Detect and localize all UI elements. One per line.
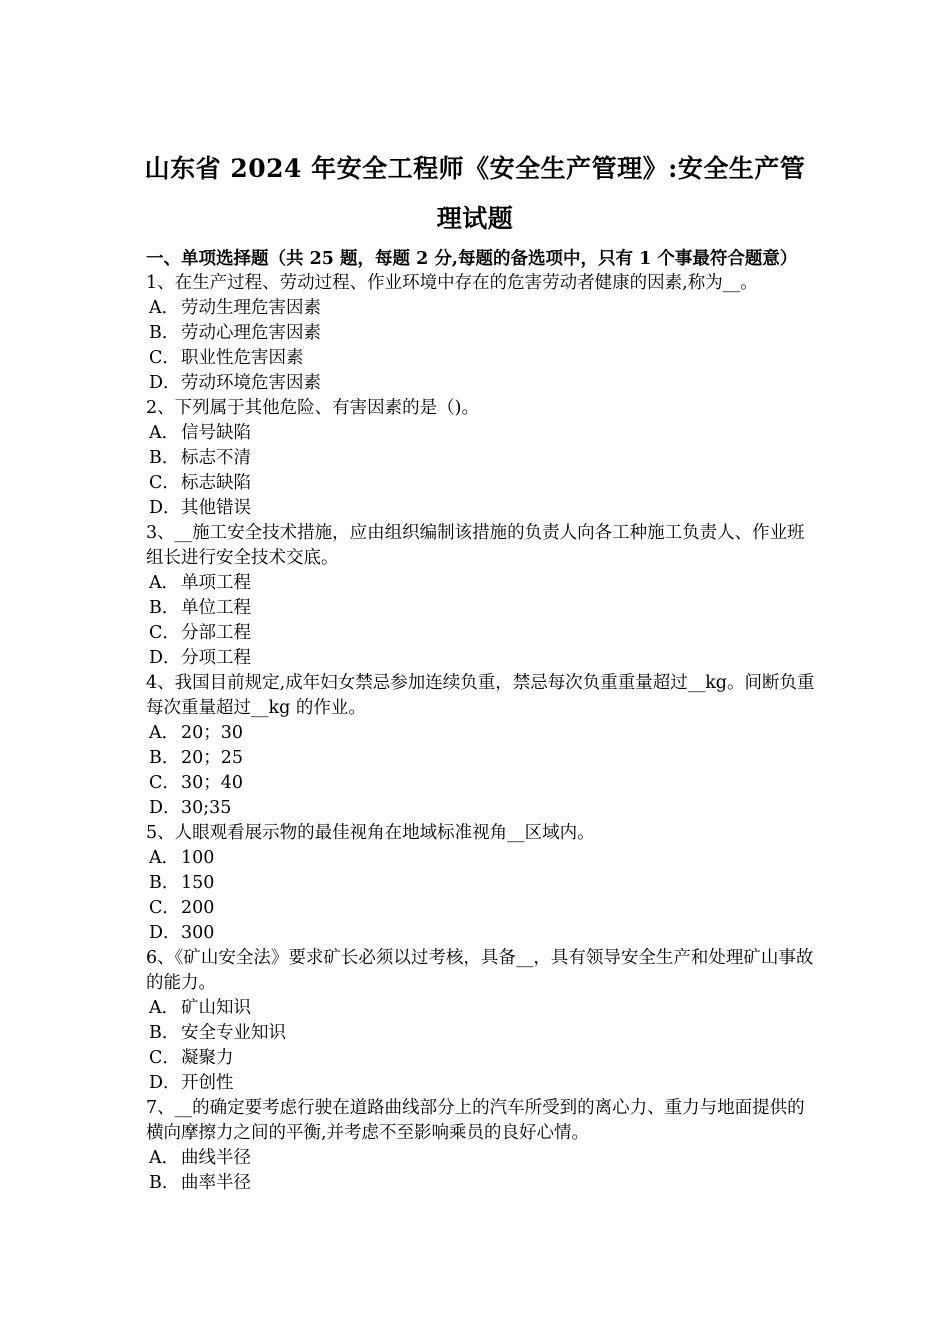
option-a	[146, 296, 818, 321]
option-text: 100	[181, 848, 215, 868]
section-heading: 一、单项选择题（共 25 题，每题 2 分,每题的备选项中，只有 1 个事最符合题意）	[146, 249, 798, 269]
option-a	[146, 721, 818, 746]
option-letter: A．	[149, 1148, 180, 1168]
option-text: 单位工程	[181, 598, 251, 618]
option-d	[146, 371, 818, 396]
option-letter: D．	[149, 798, 181, 818]
question-stem: 6、《矿山安全法》要求矿长必须以过考核，具备__，具有领导安全生产和处理矿山事故的能力。	[146, 948, 814, 993]
option-a	[146, 1146, 818, 1171]
question-stem: 1、在生产过程、劳动过程、作业环境中存在的危害劳动者健康的因素,称为__。	[146, 273, 758, 293]
option-c	[146, 471, 818, 496]
option-letter: C．	[149, 1048, 180, 1068]
option-letter: A．	[149, 573, 180, 593]
option-text: 曲线半径	[181, 1148, 251, 1168]
option-text: 信号缺陷	[181, 423, 251, 443]
question-2	[146, 396, 818, 521]
option-letter: A．	[149, 423, 180, 443]
option-letter: C．	[149, 623, 180, 643]
option-a	[146, 571, 818, 596]
question-stem: 5、人眼观看展示物的最佳视角在地域标准视角__区域内。	[146, 823, 595, 843]
option-letter: B．	[149, 598, 180, 618]
option-letter: B．	[149, 1173, 180, 1193]
option-b	[146, 321, 818, 346]
option-text: 劳动生理危害因素	[181, 298, 321, 318]
option-letter: D．	[149, 373, 181, 393]
option-letter: D．	[149, 923, 181, 943]
option-c	[146, 621, 818, 646]
question-stem: 7、__的确定要考虑行驶在道路曲线部分上的汽车所受到的离心力、重力与地面提供的横向摩擦力之间的平衡,并考虑不至影响乘员的良好心情。	[146, 1098, 805, 1143]
option-text: 20；30	[181, 723, 244, 743]
option-letter: A．	[149, 998, 180, 1018]
option-text: 职业性危害因素	[181, 348, 304, 368]
option-a	[146, 996, 818, 1021]
option-text: 开创性	[181, 1073, 234, 1093]
option-letter: A．	[149, 723, 180, 743]
option-b	[146, 1021, 818, 1046]
option-text: 曲率半径	[181, 1173, 251, 1193]
option-letter: B．	[149, 448, 180, 468]
option-text: 其他错误	[181, 498, 251, 518]
option-c	[146, 896, 818, 921]
option-b	[146, 746, 818, 771]
option-letter: A．	[149, 298, 180, 318]
option-letter: D．	[149, 648, 181, 668]
option-c	[146, 771, 818, 796]
question-4	[146, 671, 818, 821]
option-text: 劳动环境危害因素	[181, 373, 321, 393]
option-d	[146, 646, 818, 671]
option-text: 单项工程	[181, 573, 251, 593]
question-stem: 3、__施工安全技术措施，应由组织编制该措施的负责人向各工种施工负责人、作业班组长进行安全技术交底。	[146, 523, 805, 568]
option-text: 150	[181, 873, 215, 893]
option-a	[146, 421, 818, 446]
option-text: 30；40	[181, 773, 244, 793]
option-text: 20；25	[181, 748, 244, 768]
option-letter: C．	[149, 773, 180, 793]
option-text: 分项工程	[181, 648, 251, 668]
option-letter: C．	[149, 473, 180, 493]
option-d	[146, 921, 818, 946]
option-text: 200	[181, 898, 215, 918]
question-6	[146, 946, 818, 1096]
option-d	[146, 796, 818, 821]
question-7	[146, 1096, 818, 1196]
option-text: 凝聚力	[181, 1048, 234, 1068]
option-a	[146, 846, 818, 871]
question-stem: 2、下列属于其他危险、有害因素的是（)。	[146, 398, 479, 418]
option-letter: D．	[149, 1073, 181, 1093]
option-d	[146, 496, 818, 521]
question-3	[146, 521, 818, 671]
option-c	[146, 1046, 818, 1071]
option-d	[146, 1071, 818, 1096]
option-letter: A．	[149, 848, 180, 868]
option-letter: B．	[149, 873, 180, 893]
option-text: 标志缺陷	[181, 473, 251, 493]
option-b	[146, 596, 818, 621]
option-letter: B．	[149, 1023, 180, 1043]
option-text: 安全专业知识	[181, 1023, 286, 1043]
option-c	[146, 346, 818, 371]
option-text: 矿山知识	[181, 998, 251, 1018]
option-b	[146, 1171, 818, 1196]
option-b	[146, 446, 818, 471]
option-text: 标志不清	[181, 448, 251, 468]
option-letter: C．	[149, 898, 180, 918]
question-5	[146, 821, 818, 946]
option-b	[146, 871, 818, 896]
document-body	[146, 248, 818, 1196]
option-letter: B．	[149, 323, 180, 343]
option-text: 分部工程	[181, 623, 251, 643]
question-1	[146, 271, 818, 396]
option-letter: D．	[149, 498, 181, 518]
document-title-line1: 山东省 2024 年安全工程师《安全生产管理》:安全生产管	[144, 154, 806, 183]
option-text: 300	[181, 923, 215, 943]
question-stem: 4、我国目前规定,成年妇女禁忌参加连续负重，禁忌每次负重重量超过__kg。间断负重每次重量超过__kg 的作业。	[146, 673, 815, 718]
document-title-line2: 理试题	[436, 204, 514, 233]
option-letter: C．	[149, 348, 180, 368]
option-text: 30;35	[181, 798, 232, 818]
option-letter: B．	[149, 748, 180, 768]
option-text: 劳动心理危害因素	[181, 323, 321, 343]
